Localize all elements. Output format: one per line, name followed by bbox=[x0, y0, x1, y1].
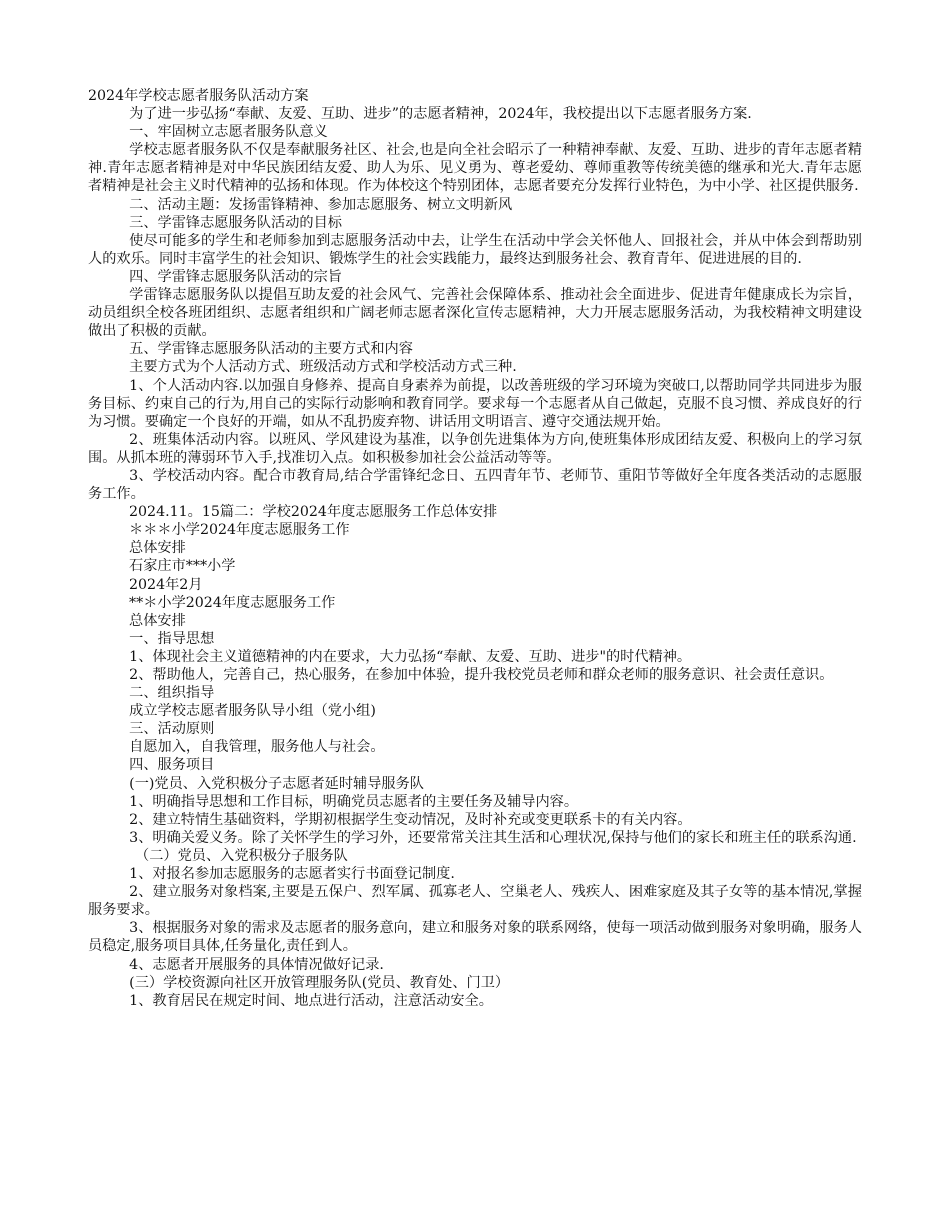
organization-item: 成立学校志愿者服务队导小组（党小组) bbox=[129, 703, 376, 720]
section-2-heading: 二、活动主题：发扬雷锋精神、参加志愿服务、树立文明新风 bbox=[129, 196, 513, 213]
part-2-title-repeat: **＊小学2024年度志愿服务工作 bbox=[129, 594, 336, 611]
section-5-heading: 五、学雷锋志愿服务队活动的主要方式和内容 bbox=[129, 341, 413, 358]
section-5-item-1: 1、个人活动内容.以加强自身修养、提高自身素养为前提，以改善班级的学习环境为突破口,以帮助同学共同进步为服务目标、约束自己的行为,用自己的实际行动影响和教育同学。要求每一个志愿者从自己做起，克服不良习惯、养成良好的行为习惯。要确定一个良好的开端，如从不乱扔废弃物、讲话用文明语言、遵守交通法规开始。 bbox=[88, 377, 862, 430]
service-team-1-heading: (一)党员、入党积极分子志愿者延时辅导服务队 bbox=[129, 775, 424, 792]
document-title: 2024年学校志愿者服务队活动方案 bbox=[88, 88, 309, 104]
service-team-2-heading: （二）党员、入党积极分子服务队 bbox=[135, 847, 348, 864]
school-name: 石家庄市***小学 bbox=[129, 558, 236, 575]
part-2-subtitle: 总体安排 bbox=[129, 540, 186, 557]
service-team-2-item-4: 4、志愿者开展服务的具体情况做好记录. bbox=[129, 956, 384, 973]
service-heading: 四、服务项目 bbox=[129, 757, 215, 774]
service-team-3-heading: (三）学校资源向社区开放管理服务队(党员、教育处、门卫） bbox=[129, 974, 510, 991]
service-team-1-item-2: 2、建立特情生基础资料，学期初根据学生变动情况，及时补充或变更联系卡的有关内容。 bbox=[129, 811, 692, 828]
section-1-body: 学校志愿者服务队不仅是奉献服务社区、社会,也是向全社会昭示了一种精神奉献、友爱、互助、进步的青年志愿者精神.青年志愿者精神是对中华民族团结友爱、助人为乐、见义勇为、尊老爱幼、尊师重教等传统美德的继承和光大.青年志愿者精神是社会主义时代精神的弘扬和体现。作为体校这个特别团体，志愿者要充分发挥行业特色，为中小学、社区提供服务. bbox=[88, 142, 862, 195]
section-3-heading: 三、学雷锋志愿服务队活动的目标 bbox=[129, 214, 342, 231]
section-5-item-3: 3、学校活动内容。配合市教育局,结合学雷锋纪念日、五四青年节、老师节、重阳节等做好全年度各类活动的志愿服务工作。 bbox=[88, 467, 862, 503]
service-team-2-item-3: 3、根据服务对象的需求及志愿者的服务意向，建立和服务对象的联系网络，使每一项活动做到服务对象明确，服务人员稳定,服务项目具体,任务量化,责任到人。 bbox=[88, 920, 862, 955]
service-team-2-item-2: 2、建立服务对象档案,主要是五保户、烈军属、孤寡老人、空巢老人、残疾人、困难家庭及其子女等的基本情况,掌握服务要求。 bbox=[88, 884, 862, 919]
section-5-intro: 主要方式为个人活动方式、班级活动方式和学校活动方式三种. bbox=[129, 359, 517, 376]
organization-heading: 二、组织指导 bbox=[129, 685, 215, 702]
section-4-heading: 四、学雷锋志愿服务队活动的宗旨 bbox=[129, 268, 342, 285]
service-team-1-item-3: 3、明确关爱义务。除了关怀学生的学习外，还要常常关注其生活和心理状况,保持与他们的家长和班主任的联系沟通. bbox=[129, 829, 857, 846]
principle-heading: 三、活动原则 bbox=[129, 721, 215, 738]
document-date: 2024年2月 bbox=[129, 576, 203, 593]
section-5-item-2: 2、班集体活动内容。以班风、学风建设为基准，以争创先进集体为方向,使班集体形成团结友爱、积极向上的学习氛围。从抓本班的薄弱环节入手,找准切入点。如积极参加社会公益活动等等。 bbox=[88, 431, 862, 466]
part-2-subtitle-repeat: 总体安排 bbox=[129, 612, 186, 629]
service-team-3-item-1: 1、教育居民在规定时间、地点进行活动，注意活动安全。 bbox=[129, 992, 493, 1009]
principle-item: 自愿加入，自我管理，服务他人与社会。 bbox=[129, 739, 385, 756]
guiding-item-2: 2、帮助他人，完善自己，热心服务，在参加中体验，提升我校党员老师和群众老师的服务意识、社会责任意识。 bbox=[129, 667, 834, 683]
service-team-2-item-1: 1、对报名参加志愿服务的志愿者实行书面登记制度. bbox=[129, 866, 455, 883]
section-3-body: 使尽可能多的学生和老师参加到志愿服务活动中去，让学生在活动中学会关怀他人、回报社会，并从中体会到帮助别人的欢乐。同时丰富学生的社会知识、锻炼学生的社会实践能力，最终达到服务社会、教育青年、促进进展的目的. bbox=[88, 232, 862, 267]
guiding-item-1: 1、体现社会主义道德精神的内在要求，大力弘扬“奉献、友爱、互助、进步"的时代精神。 bbox=[129, 648, 692, 665]
guiding-heading: 一、指导思想 bbox=[129, 630, 215, 647]
date-line: 2024.11。15篇二：学校2024年度志愿服务工作总体安排 bbox=[129, 504, 498, 521]
intro-paragraph: 为了进一步弘扬“奉献、友爱、互助、进步”的志愿者精神，2024年，我校提出以下志愿者服务方案. bbox=[129, 106, 752, 123]
section-4-body: 学雷锋志愿服务队以提倡互助友爱的社会风气、完善社会保障体系、推动社会全面进步、促进青年健康成长为宗旨，动员组织全校各班团组织、志愿者组织和广阔老师志愿者深化宣传志愿精神，大力开展志愿服务活动，为我校精神文明建设做出了积极的贡献。 bbox=[88, 287, 862, 340]
part-2-title: ＊＊＊小学2024年度志愿服务工作 bbox=[129, 522, 350, 539]
section-1-heading: 一、牢固树立志愿者服务队意义 bbox=[129, 124, 328, 141]
service-team-1-item-1: 1、明确指导思想和工作目标，明确党员志愿者的主要任务及辅导内容。 bbox=[129, 793, 579, 810]
